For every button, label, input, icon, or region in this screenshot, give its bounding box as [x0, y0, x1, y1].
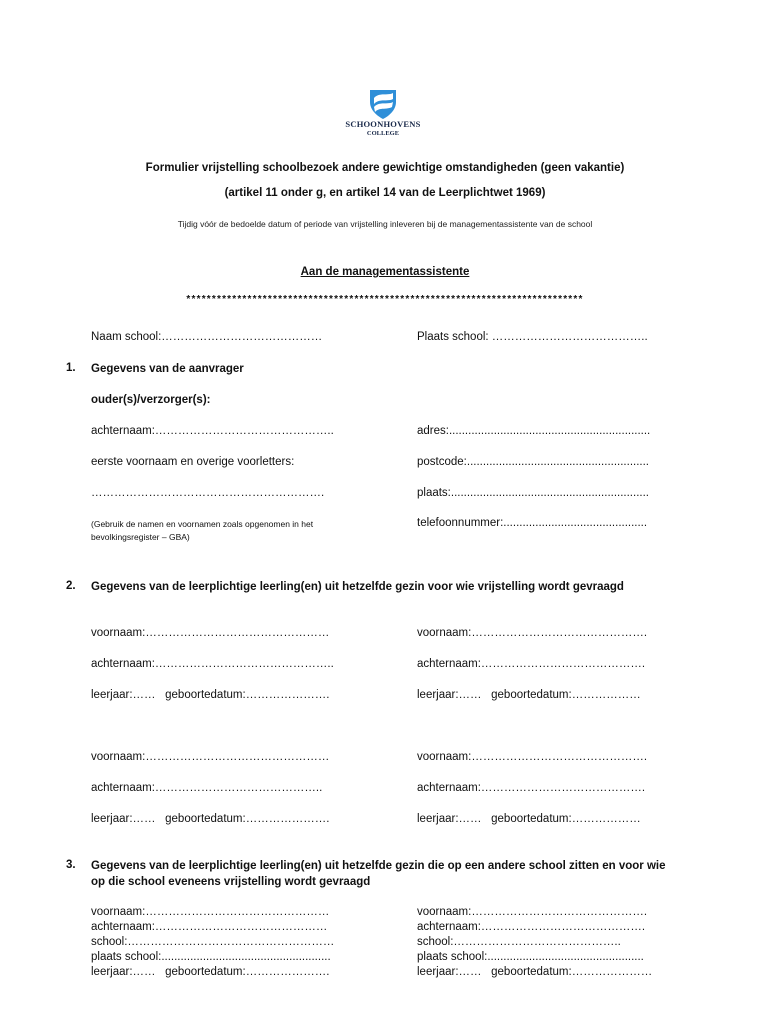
plaats-school-field[interactable]: Plaats school: …………………………………..: [417, 331, 648, 343]
leerling1-achternaam-field[interactable]: achternaam:………………………………………..: [91, 658, 334, 670]
section1-subtitle: ouder(s)/verzorger(s):: [91, 394, 211, 406]
shield-icon: [366, 88, 400, 120]
section3-number: 3.: [66, 859, 76, 871]
addressee-label: Aan de managementassistente: [300, 266, 470, 278]
naam-school-field[interactable]: Naam school:……………………………………: [91, 331, 323, 343]
aanvrager-plaats-field[interactable]: plaats:..............................................................: [417, 487, 649, 499]
leerling4-voornaam-field[interactable]: voornaam:……………………………………….: [417, 751, 648, 763]
form-subtitle: (artikel 11 onder g, en artikel 14 van de Leerplichtwet 1969): [224, 187, 546, 199]
leerling2-leerjaar-field[interactable]: leerjaar:…… geboortedatum:………………: [417, 689, 641, 701]
leerling4-leerjaar-field[interactable]: leerjaar:…… geboortedatum:………………: [417, 813, 641, 825]
aanvrager-adres-field[interactable]: adres:...............................................................: [417, 425, 651, 437]
section1-number: 1.: [66, 362, 76, 374]
leerling1-voornaam-field[interactable]: voornaam:…………………………………………: [91, 627, 330, 639]
aanvrager-voornaam-field[interactable]: …………………………………………………….: [91, 487, 325, 499]
section2-title: Gegevens van de leerplichtige leerling(en) uit hetzelfde gezin voor wie vrijstelling wordt gevraagd: [91, 581, 624, 593]
leerling4-achternaam-field[interactable]: achternaam:…………………………………….: [417, 782, 646, 794]
gba-note: (Gebruik de namen en voornamen zoals opgenomen in het bevolkingsregister – GBA): [91, 519, 314, 542]
section2-number: 2.: [66, 580, 76, 592]
aanvrager-voornaam-label: eerste voornaam en overige voorletters:: [91, 456, 295, 468]
leerling2-achternaam-field[interactable]: achternaam:…………………………………….: [417, 658, 646, 670]
andere-school-leerjaar-right[interactable]: leerjaar:…… geboortedatum:…………………: [417, 966, 653, 978]
section1-title: Gegevens van de aanvrager: [91, 363, 244, 375]
andere-school-plaats-left[interactable]: plaats school:.....................................................: [91, 951, 331, 963]
logo-line1: SCHOONHOVENS: [345, 119, 421, 129]
addressee-heading: [0, 262, 770, 280]
andere-school-voornaam-right[interactable]: voornaam:……………………………………….: [417, 906, 648, 918]
aanvrager-postcode-field[interactable]: postcode:.........................................................: [417, 456, 649, 468]
andere-school-plaats-right[interactable]: plaats school:.................................................: [417, 951, 644, 963]
leerling3-voornaam-field[interactable]: voornaam:…………………………………………: [91, 751, 330, 763]
logo-line2: COLLEGE: [366, 130, 400, 137]
andere-school-leerjaar-left[interactable]: leerjaar:…… geboortedatum:………………….: [91, 966, 330, 978]
andere-school-achternaam-left[interactable]: achternaam:………………………………………: [91, 921, 328, 933]
star-divider: ******************************************************************************: [186, 294, 584, 305]
leerling1-leerjaar-field[interactable]: leerjaar:…… geboortedatum:………………….: [91, 689, 330, 701]
andere-school-school-left[interactable]: school:………………………………………………: [91, 936, 335, 948]
section3-title: Gegevens van de leerplichtige leerling(en) uit hetzelfde gezin die op een andere school zitten en voor wie op die school eveneens vrijstelling wordt gevraagd: [91, 860, 666, 888]
leerling2-voornaam-field[interactable]: voornaam:……………………………………….: [417, 627, 648, 639]
leerling3-leerjaar-field[interactable]: leerjaar:…… geboortedatum:………………….: [91, 813, 330, 825]
form-title: Formulier vrijstelling schoolbezoek andere gewichtige omstandigheden (geen vakantie): [145, 162, 625, 174]
aanvrager-achternaam-field[interactable]: achternaam:………………………………………..: [91, 425, 334, 437]
leerling3-achternaam-field[interactable]: achternaam:……………………………………..: [91, 782, 323, 794]
andere-school-achternaam-right[interactable]: achternaam:…………………………………….: [417, 921, 646, 933]
instruction-text: Tijdig vóór de bedoelde datum of periode van vrijstelling inleveren bij de managementassistente van de school: [177, 219, 593, 229]
andere-school-school-right[interactable]: school:……………………………………..: [417, 936, 621, 948]
aanvrager-telefoon-field[interactable]: telefoonnummer:.............................................: [417, 517, 648, 529]
andere-school-voornaam-left[interactable]: voornaam:…………………………………………: [91, 906, 330, 918]
school-logo: [333, 88, 433, 148]
